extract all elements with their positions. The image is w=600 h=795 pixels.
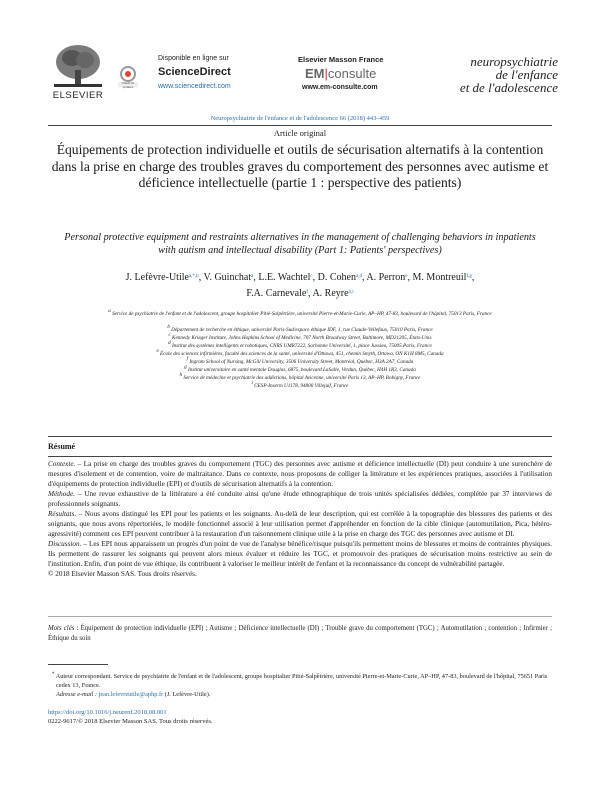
abstract-copyright: © 2018 Elsevier Masson SAS. Tous droits réservés. <box>48 570 197 578</box>
journal-line-2: de l'enfance <box>495 67 558 82</box>
affiliation-f: $^f$ Ingram School of Nursing, McGill University, 3506 University Street, Montréal, Quebec, H3A 2A7, Canada <box>186 357 414 365</box>
check-updates-label: Check for updates <box>121 81 135 89</box>
footnote-email: Adresse e-mail : jean.lefevreutile@aphp.fr (J. Lefèvre-Utile). <box>56 691 211 698</box>
header-rule <box>48 125 552 126</box>
em-separator: | <box>324 66 328 81</box>
journal-line-3: et de l'adolescence <box>459 80 558 95</box>
em-available-text: Elsevier Masson France <box>298 55 384 64</box>
email-link[interactable]: jean.lefevreutile@aphp.fr <box>98 691 164 698</box>
keywords <box>48 624 552 644</box>
sd-brand[interactable]: ScienceDirect <box>158 66 231 78</box>
authors-line-1 <box>48 269 552 285</box>
author-7: F.A. Carnevale$^f$ <box>246 288 308 299</box>
title-english: Personal protective equipment and restraints alternatives in the management of challenging behaviors in inpatients with autism and intellectual disability (Part 1: Patients' perspectives) <box>64 232 536 256</box>
author-2: , V. Guinchat$^a$ <box>198 272 254 283</box>
affiliation-c: $^c$ Kennedy Krieger Institute, Johns Hopkins School of Medicine, 707 North Broadway Street, Baltimore, MD21205, États-Unis <box>168 333 432 341</box>
article-type: Article original <box>273 128 327 138</box>
elsevier-wordmark: ELSEVIER <box>52 90 104 101</box>
author-6: , M. Montreuil$^{f,g}$ <box>407 272 472 283</box>
affiliation-i: $^i$ CESP-Inserm U1178, 94800 Villejuif, France <box>251 381 349 389</box>
keywords-label: Mots clés <box>48 625 75 632</box>
check-updates-badge[interactable] <box>116 64 140 88</box>
affiliation-e: $^e$ École des sciences infirmières, faculté des sciences de la santé, université d'Ottawa, 451, chemin Smyth, Ottawa, ON K1H 8M5, Canada <box>156 349 444 357</box>
journal-citation[interactable]: Neuropsychiatrie de l'enfance et de l'adolescence 66 (2018) 443–459 <box>210 115 390 122</box>
author-separator: , <box>471 272 475 283</box>
author-1: J. Lefèvre-Utile$^{a,*,b}$ <box>125 272 199 283</box>
author-4: , D. Cohen$^{a,d}$ <box>312 272 362 283</box>
journal-line-1: neuropsychiatrie <box>470 54 558 69</box>
affiliation-g: $^g$ Institut universitaire en santé mentale Douglas, 6875, boulevard LaSalle, Verdun, Québec, H4H 1R3, Canada <box>184 365 416 373</box>
sd-available-text: Disponible en ligne sur <box>158 55 229 62</box>
abstract-discussion: Discussion. – Les EPI nous apparaissent un progrès d'un point de vue de l'analyse bénéfice/risque puisqu'ils permettent moins de blessures et moins de contraintes physiques. Ils permettent de rassurer les soignants qui peuvent alors mieux évaluer et réduire les TGC, et promouvoir des pratiques de sécurisation moins restrictive au sein de l'institution. Enfin, d'un point de vue éthique, ils contribuent à valoriser le meilleur intérêt de l'enfant et la reconnaissance du concept de vulnérabilité partagée. <box>48 540 552 568</box>
abstract-resultats: Résultats. – Nous avons distingué les EPI pour les patients et les soignants. Au-delà de leur description, qui est corrélée à la topographie des blessures des patients et des soignants, que nous avons répertoriées, le modèle fonctionnel associé à leur utilisation permet d'appréhender en fonction de la cible clinique (automutilation, Pica, hétéro-agressivité) comment ces EPI peuvent contribuer à la restauration d'un raisonnement clinique utile à la prise en charge des TGC des personnes avec autisme et DI. <box>48 510 552 538</box>
footnote-corresponding: * Auteur correspondant. Service de psychiatrie de l'enfant et de l'adolescent, groupe hospitalier Pitié-Salpêtrière, université Pierre-et-Marie-Curie, AP–HP, 47-83, boulevard de l'hôpital, 75651 Paris cedex 13, France. <box>52 672 548 689</box>
author-8: , A. Reyre$^{h,i}$ <box>308 288 354 299</box>
abstract-top-rule <box>48 436 552 437</box>
authors-line-2 <box>48 285 552 301</box>
elsevier-logo <box>48 42 108 102</box>
resume-heading: Résumé <box>48 442 76 451</box>
elsevier-tree-icon <box>48 42 108 90</box>
abstract-contexte: Contexte. – La prise en charge des troubles graves du comportement (TGC) des personnes avec autisme et déficience intellectuelle (DI) peut conduire à une surenchère de mesures d'isolement et de contention, voire de maltraitance. Dans ce contexte, nous proposons de colliger la littérature et les expériences pratiques, associées à l'utilisation d'équipements de protection individuelle (EPI) et d'outils de sécurisation alternatifs à la contention. <box>48 460 552 488</box>
em-url-link[interactable]: www.em-consulte.com <box>302 84 378 91</box>
affiliation-b: $^b$ Département de recherche en éthique, université Paris-Sud/espace éthique IDF, 1, rue Claude-Vellefaux, 75010 Paris, France <box>167 325 433 333</box>
em-brand-b: consulte <box>327 66 377 81</box>
keywords-top-rule <box>48 616 552 617</box>
em-consulte-logo[interactable] <box>305 66 376 81</box>
author-3: , L.E. Wachtel$^c$ <box>253 272 313 283</box>
abstract-body <box>48 459 552 579</box>
affiliation-d: $^d$ Institut des systèmes intelligents et robotiques, CNRS UMR7222, Sorbonne Université, 1, place Jussieu, 75005 Paris, France <box>168 341 432 349</box>
footnote <box>48 670 552 699</box>
keywords-text: : Équipement de protection individuelle (EPI) ; Autisme ; Déficience intellectuelle (DI) ; Trouble grave du comportement (TGC) ; Automutilation ; contention ; Infirmier ; Éthique du soin <box>48 625 552 642</box>
sd-url-link[interactable]: www.sciencedirect.com <box>158 83 231 90</box>
doi-link[interactable]: https://doi.org/10.1016/j.neurenf.2018.08.001 <box>48 709 167 716</box>
authors <box>48 269 552 301</box>
affiliation-h: $^h$ Service de médecine et psychiatrie des addictions, hôpital Avicenne, université Paris 13, AP–HP, Bobigny, France <box>179 373 421 381</box>
resume-heading-rule <box>48 456 552 457</box>
issn-copyright: 0222-9617/© 2018 Elsevier Masson SAS. Tous droits réservés. <box>48 718 213 725</box>
title-french: Équipements de protection individuelle et outils de sécurisation alternatifs à la contention dans la prise en charge des troubles graves du comportement des personnes avec autisme et déficience intellectuelle (partie 1 : perspective des patients) <box>51 142 549 190</box>
footnote-rule <box>48 664 108 665</box>
journal-logo <box>438 55 558 94</box>
affiliation-a: $^a$ Service de psychiatrie de l'enfant et de l'adolescent, groupe hospitalier Pitié-Salpêtrière, université Pierre-et-Marie-Curie, AP–HP, 47-83, boulevard de l'hôpital, 75013 Paris, France <box>108 309 492 317</box>
author-5: , A. Perron$^e$ <box>361 272 408 283</box>
em-brand-a: EM <box>305 66 325 81</box>
abstract-methode: Méthode. – Une revue exhaustive de la littérature a été conduite ainsi qu'une étude ethnographique de trois unités spécialisées dédiées, complétée par 37 interviews de professionnels soignants. <box>48 490 552 508</box>
